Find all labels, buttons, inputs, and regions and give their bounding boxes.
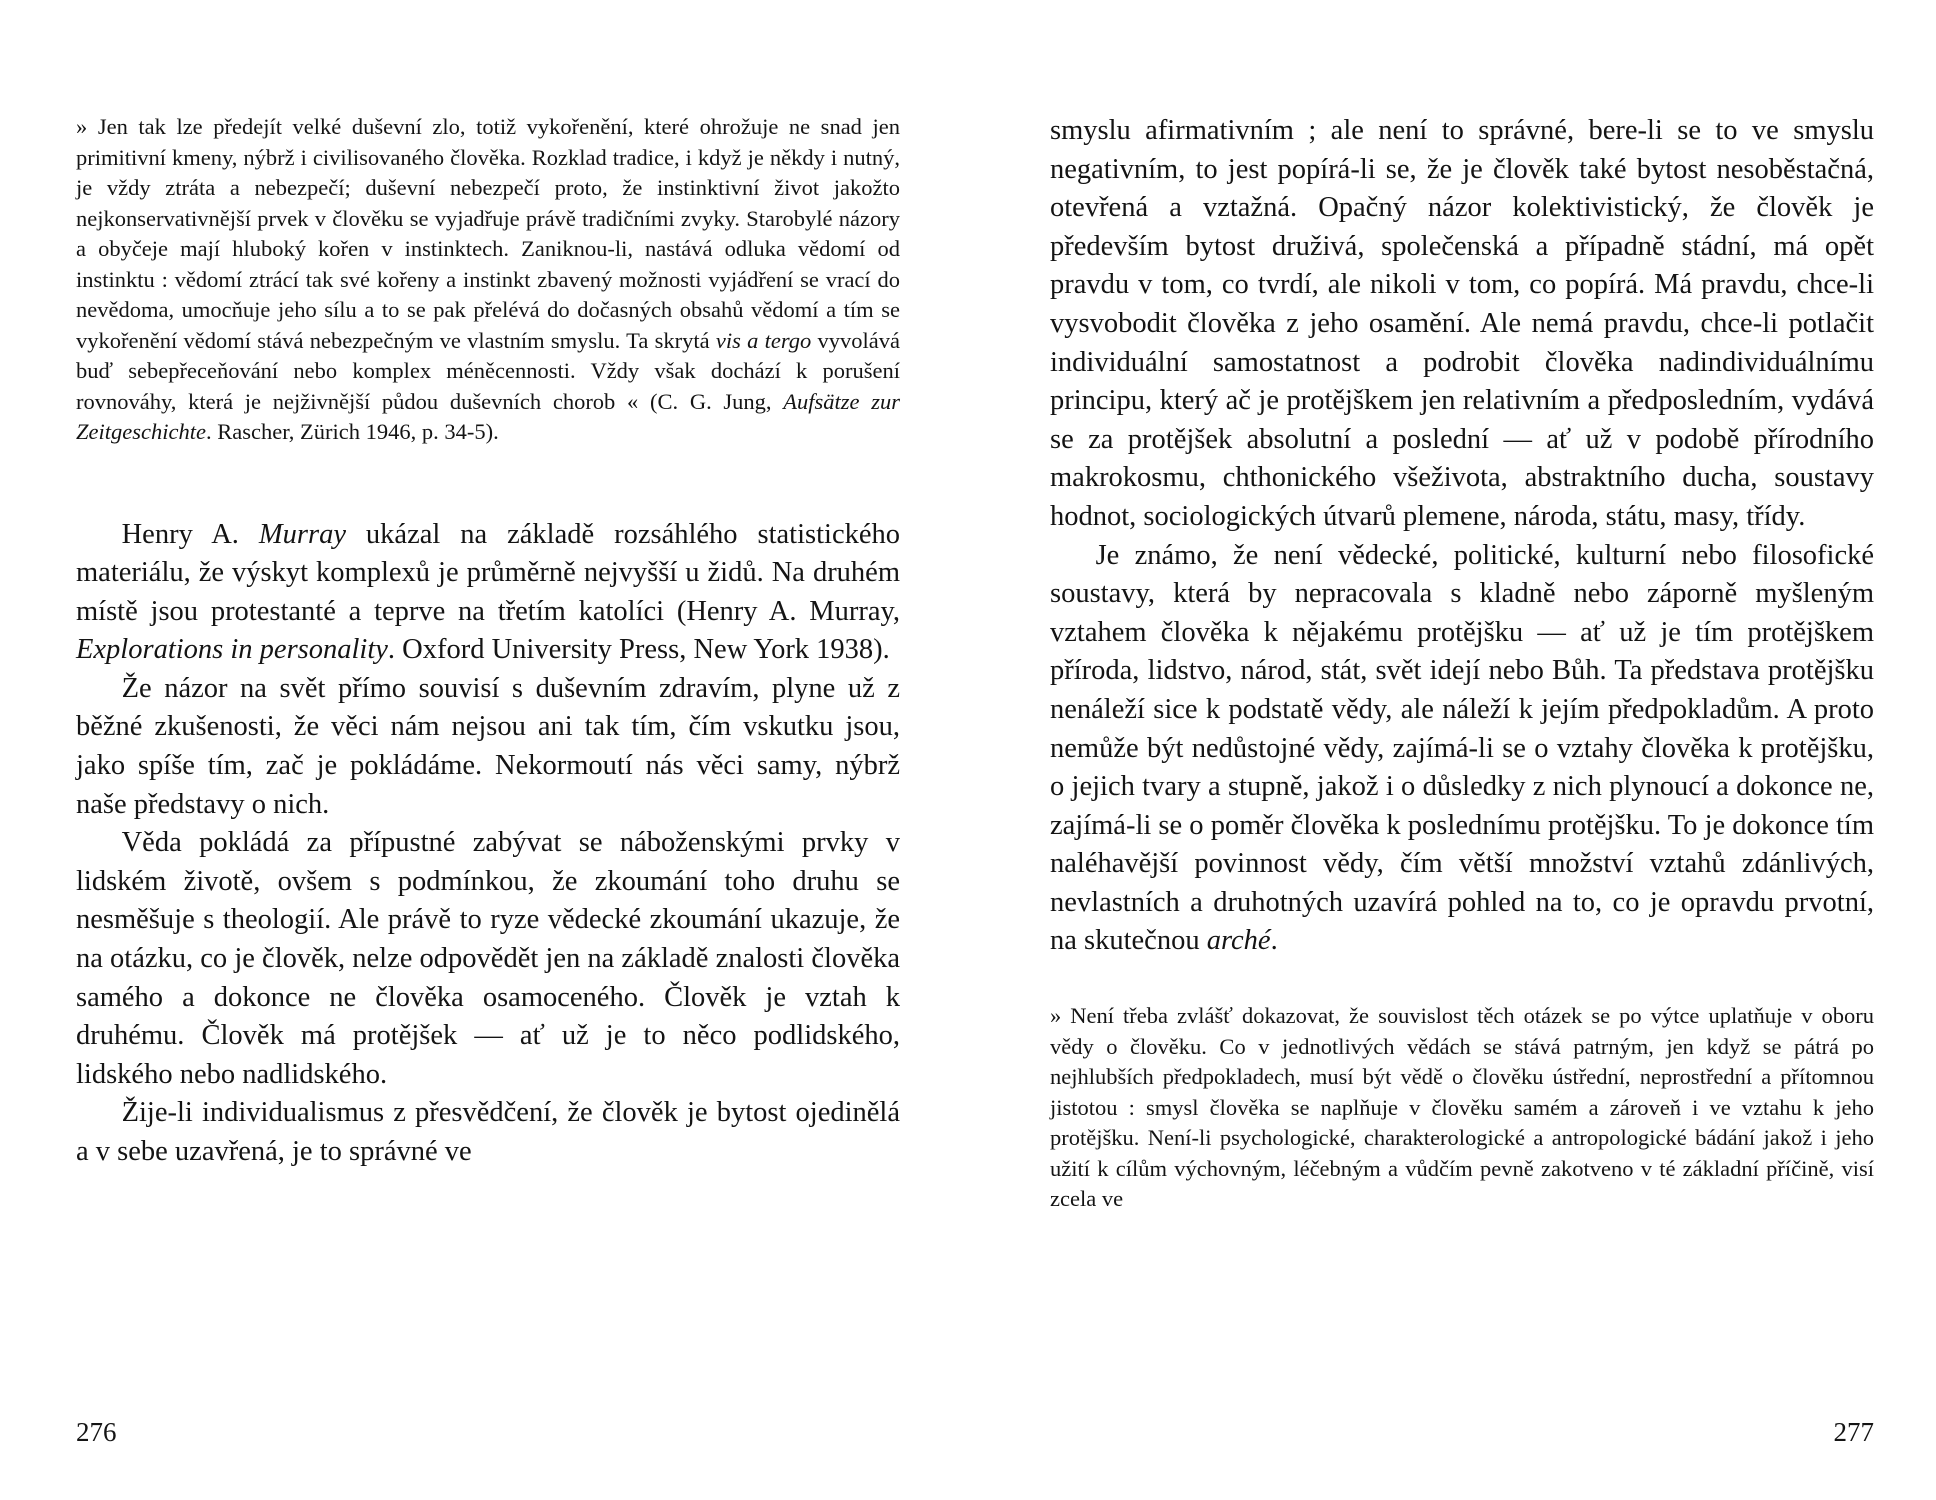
page-number: 276 [76,1417,117,1447]
right-page [968,0,1936,1500]
body-paragraph: Je známo, že není vědecké, politické, kulturní nebo filosofické soustavy, která by nepracovala s kladně nebo záporně myšleným vztahem člověka k nějakému protějšku — ať už je tím protějškem příroda, lidstvo, národ, stát, svět idejí nebo Bůh. Ta představa protějšku nenáleží sice k podstatě vědy, ale náleží k jejím předpokladům. A proto nemůže být nedůstojné vědy, zajímá-li se o vztahy člověka k protějšku, o jejich tvary a stupně, jakož i o důsledky z nich plynoucí a dokonce ne, zajímá-li se o poměr člověka k poslednímu protějšku. To je dokonce tím naléhavější povinnost vědy, čím větší množství vztahů zdánlivých, nevlastních a druhotných uzavírá pohled na to, co je opravdu prvotní, na skutečnou arché. [1050,539,1874,957]
left-body-text [76,516,900,1172]
right-body-text [1050,112,1874,961]
right-page-text-column [1050,112,1874,1215]
body-paragraph: smyslu afirmativním ; ale není to správné, bere-li se to ve smyslu negativním, to jest popírá-li se, že je člověk také bytost nesoběstačná, otevřená a vztažná. Opačný názor kolektivistický, že člověk je především bytost druživá, společenská a případně stádní, má opět pravdu v tom, co tvrdí, ale nikoli v tom, co popírá. Má pravdu, chce-li vysvobodit člověka z jeho osamění. Ale nemá pravdu, chce-li potlačit individuální samostatnost a podrobit člověka nadindividuálnímu principu, který ač je protějškem jen relativním a předposledním, vydává se za protějšek absolutní a poslední — ať už v podobě přírodního makrokosmu, chthonického všeživota, abstraktního ducha, soustavy hodnot, sociologických útvarů plemene, národa, státu, masy, třídy. [1050,115,1874,532]
right-block-quote [1050,1001,1874,1215]
page-number: 277 [1833,1417,1874,1447]
body-paragraph: Že názor na svět přímo souvisí s duševním zdravím, plyne už z běžné zkušenosti, že věci nám nejsou ani tak tím, čím vskutku jsou, jako spíše tím, zač je pokládáme. Nekormoutí nás věci samy, nýbrž naše představy o nich. [76,672,900,820]
book-title: Explorations in personality [76,634,388,666]
body-paragraph: Žije-li individualismus z přesvědčení, že člověk je bytost ojedinělá a v sebe uzavřená, je to správné ve [76,1097,900,1167]
latin-phrase: vis a tergo [715,327,812,353]
quote-paragraph: » Není třeba zvlášť dokazovat, že souvislost těch otázek se po výtce uplatňuje v oboru vědy o člověku. Co v jednotlivých vědách se stává patrným, jen když se pátrá po nejhlubších předpokladech, musí být vědě o člověku ústřední, neprostřední a přítomnou jistotou : smysl člověka se naplňuje v člověku samém a zároveň i ve vztahu k jeho protějšku. Není-li psychologické, charakterologické a antropologické bádání jakož i jeho užití k cílům výchovným, léčebným a vůdčím pevně zakotveno v té základní příčině, visí zcela ve [1050,1003,1874,1212]
body-paragraph: Henry A. Murray ukázal na základě rozsáhlého statistického materiálu, že výskyt komplexů je průměrně nejvyšší u židů. Na druhém místě jsou protestanté a teprve na třetím katolíci (Henry A. Murray, Explorations in personality. Oxford University Press, New York 1938). [76,518,900,666]
book-title: Aufsätze zur Zeitgeschichte [76,388,900,444]
left-block-quote [76,112,900,448]
body-paragraph: Věda pokládá za přípustné zabývat se náboženskými prvky v lidském životě, ovšem s podmínkou, že zkoumání toho druhu se nesměšuje s theologií. Ale právě to ryze vědecké zkoumání ukazuje, že na otázku, co je člověk, nelze odpovědět jen na základě znalosti člověka samého a dokonce ne člověka osamoceného. Člověk je vztah k druhému. Člověk má protějšek — ať už je to něco podlidského, lidského nebo nadlidského. [76,827,900,1090]
left-page-text-column [76,112,900,1172]
quote-paragraph: » Jen tak lze předejít velké duševní zlo, totiž vykořenění, které ohrožuje ne snad jen primitivní kmeny, nýbrž i civilisovaného člověka. Rozklad tradice, i když je někdy i nutný, je vždy ztráta a nebezpečí; duševní nebezpečí proto, že instinktivní život jakožto nejkonservativnější prvek v člověku se vyjadřuje právě tradičními zvyky. Starobylé názory a obyčeje mají hluboký kořen v instinktech. Zaniknou-li, nastává odluka vědomí od instinktu : vědomí ztrácí tak své kořeny a instinkt zbavený možnosti vyjádření se vrací do nevědoma, umocňuje jeho sílu a to se pak přelévá do dočasných obsahů vědomí a tím se vykořenění vědomí stává nebezpečným ve vlastním smyslu. Ta skrytá vis a tergo vyvolává buď sebepřeceňování nebo komplex méněcennosti. Vždy však dochází k porušení rovnováhy, která je nejživnější půdou duševních chorob « (C. G. Jung, Aufsätze zur Zeitgeschichte. Rascher, Zürich 1946, p. 34-5). [76,114,901,444]
greek-term: arché [1206,925,1271,957]
author-name: Murray [258,518,346,550]
